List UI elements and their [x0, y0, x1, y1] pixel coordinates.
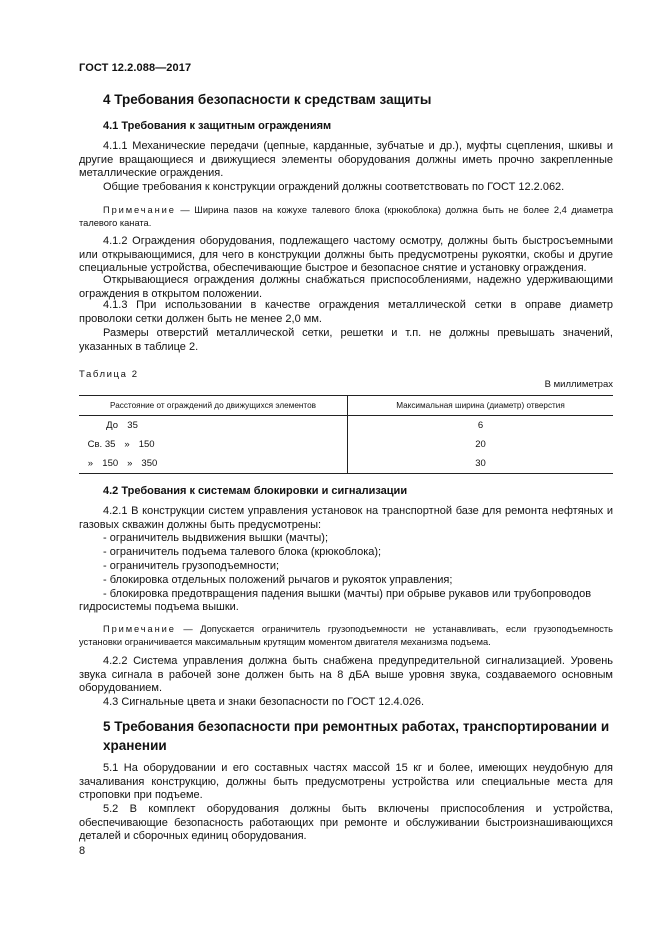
table-cell-value: 6 [477, 420, 484, 431]
paragraph-4-1-1: 4.1.1 Механические передачи (цепные, карданные, зубчатые и др.), муфты сцепления, шкивы и другие вращающиеся и движущиеся элементы оборудования должны иметь прочно закрепленные металлические ограждения. [79, 140, 613, 180]
note-1 [79, 204, 613, 229]
table-cell-range: Св. 35 » 150 [79, 435, 348, 454]
table-row [79, 416, 613, 436]
note-2-label: Примечание [103, 624, 176, 634]
paragraph-4-1-2: 4.1.2 Ограждения оборудования, подлежащего частому осмотру, должны быть быстросъемными или открывающимися, для чего в конструкции должны быть предусмотрены рукоятки, скобы и другие специальные устройства, обеспечивающие быстрое и безопасное снятие и установку ограждения. [79, 235, 613, 275]
paragraph-4-2-1: 4.2.1 В конструкции систем управления установок на транспортной базе для ремонта нефтяных и газовых скважин должны быть предусмотрены: [79, 505, 613, 531]
list-item: - ограничитель выдвижения вышки (мачты); [103, 532, 329, 544]
note-2-text: — Допускается ограничитель грузоподъемности не устанавливать, если грузоподъемность установки ограничивается максимальным крутящим моментом двигателя механизма подъема. [79, 624, 613, 647]
page-number: 8 [79, 845, 86, 857]
table-cell-value: 30 [348, 454, 614, 474]
list-item: - блокировка предотвращения падения вышки (мачты) при обрыве рукавов или трубопроводов [103, 588, 592, 600]
paragraph-4-1-1-general: Общие требования к конструкции ограждений должны соответствовать по ГОСТ 12.2.062. [103, 181, 565, 193]
section-4-title: 4 Требования безопасности к средствам защиты [103, 92, 432, 107]
subsection-4-1-title: 4.1 Требования к защитным ограждениям [103, 120, 332, 132]
table-cell-range: » 150 » 350 [79, 454, 348, 474]
table-row [79, 435, 613, 454]
table-header-row [79, 396, 613, 416]
list-item-continuation: гидросистемы подъема вышки. [79, 601, 239, 613]
page-header: ГОСТ 12.2.088—2017 [79, 62, 192, 74]
note-1-label: Примечание [103, 205, 176, 215]
section-5-title: 5 Требования безопасности при ремонтных работах, транспортировании и хранении [103, 719, 610, 753]
table-caption: Таблица 2 [79, 369, 139, 380]
table-unit: В миллиметрах [544, 379, 613, 390]
table-2 [79, 395, 613, 474]
paragraph-4-2-2: 4.2.2 Система управления должна быть снабжена предупредительной сигнализацией. Уровень звука сигнала в рабочей зоне должен быть на 8 дБА выше уровня звука, создаваемого основным оборудованием. [79, 655, 613, 695]
paragraph-4-1-3: 4.1.3 При использовании в качестве ограждения металлической сетки в оправе диаметр проволоки сетки должен быть не менее 2,0 мм. [79, 299, 613, 325]
paragraph-4-1-3-sizes: Размеры отверстий металлической сетки, решетки и т.п. не должны превышать значений, указанных в таблице 2. [79, 327, 613, 353]
paragraph-4-1-2-open: Открывающиеся ограждения должны снабжаться приспособлениями, надежно удерживающими ограждения в открытом положении. [79, 274, 613, 300]
table-col1-header: Расстояние от ограждений до движущихся элементов [79, 396, 348, 416]
table-cell-range: До 35 [79, 416, 348, 436]
list-item: - блокировка отдельных положений рычагов и рукояток управления; [103, 574, 453, 586]
subsection-4-2-title: 4.2 Требования к системам блокировки и сигнализации [103, 485, 408, 497]
table-col2-header: Максимальная ширина (диаметр) отверстия [348, 396, 614, 416]
note-1-text: — Ширина пазов на кожухе талевого блока (крюкоблока) должна быть не более 2,4 диаметра талевого каната. [79, 205, 613, 228]
note-2 [79, 623, 613, 648]
list-item: - ограничитель грузоподъемности; [103, 560, 280, 572]
list-item: - ограничитель подъема талевого блока (крюкоблока); [103, 546, 382, 558]
paragraph-4-3: 4.3 Сигнальные цвета и знаки безопасности по ГОСТ 12.4.026. [103, 696, 425, 708]
table-row [79, 454, 613, 474]
paragraph-5-1: 5.1 На оборудовании и его составных частях массой 15 кг и более, имеющих неудобную для зачаливания конструкцию, должны быть предусмотрены устройства или специальные места для строповки при подъеме. [79, 762, 613, 802]
table-cell-value: 20 [475, 439, 486, 450]
paragraph-5-2: 5.2 В комплект оборудования должны быть включены приспособления и устройства, обеспечивающие безопасность работающих при ремонте и обслуживании быстроизнашивающихся деталей и сборочных единиц оборудования. [79, 803, 613, 843]
